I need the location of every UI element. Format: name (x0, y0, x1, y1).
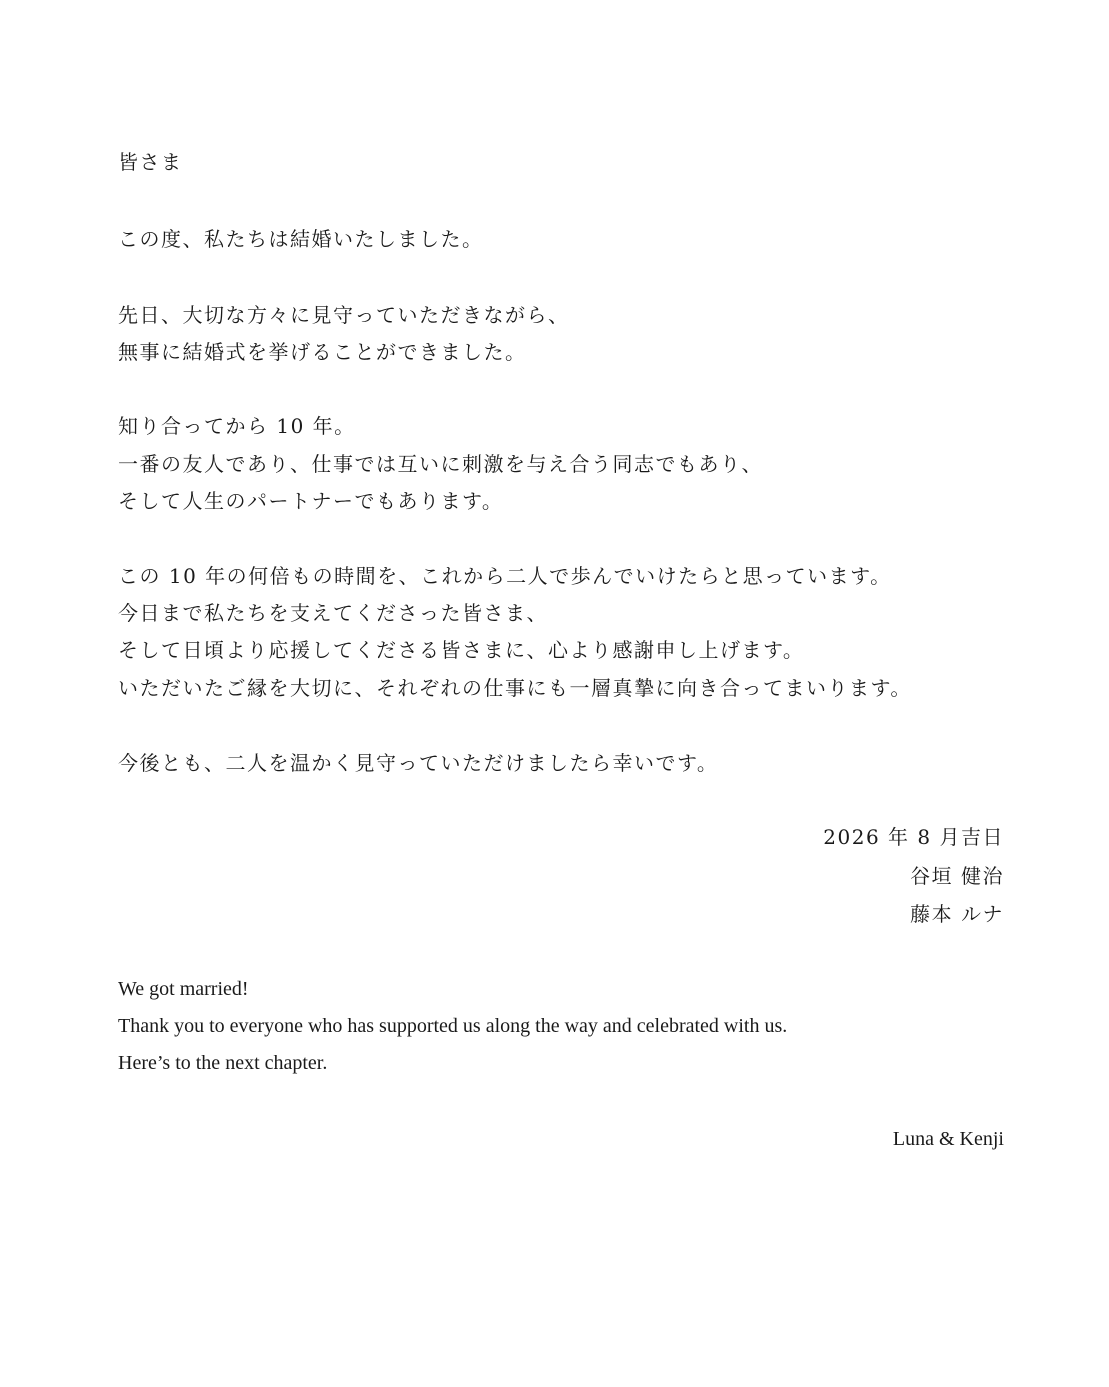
paragraph-4-line-4: いただいたご縁を大切に、それぞれの仕事にも一層真摯に向き合ってまいります。 (118, 676, 912, 700)
announcement-letter (118, 0, 1004, 1387)
paragraph-3-line-3: そして人生のパートナーでもあります。 (118, 489, 504, 513)
paragraph-3-line-1: 知り合ってから 10 年。 (118, 414, 356, 438)
paragraph-5-line-1: 今後とも、二人を温かく見守っていただけましたら幸いです。 (118, 751, 719, 775)
english-signature: Luna & Kenji (892, 1128, 1004, 1150)
paragraph-4-line-1: この 10 年の何倍もの時間を、これから二人で歩んでいけたらと思っています。 (118, 564, 892, 588)
paragraph-1-line-1: この度、私たちは結婚いたしました。 (118, 227, 484, 251)
signature-name-2: 藤本 ルナ (910, 902, 1004, 926)
signature-name-1: 谷垣 健治 (910, 864, 1004, 888)
paragraph-3-line-2: 一番の友人であり、仕事では互いに刺激を与え合う同志でもあり、 (118, 452, 763, 476)
english-line-3: Here’s to the next chapter. (118, 1052, 328, 1074)
salutation: 皆さま (118, 150, 183, 174)
signature-date: 2026 年 8 月吉日 (823, 825, 1004, 849)
paragraph-4-line-2: 今日まで私たちを支えてくださった皆さま、 (118, 601, 548, 625)
paragraph-4-line-3: そして日頃より応援してくださる皆さまに、心より感謝申し上げます。 (118, 638, 805, 662)
paragraph-2-line-2: 無事に結婚式を挙げることができました。 (118, 340, 527, 364)
english-line-1: We got married! (118, 978, 249, 1000)
english-line-2: Thank you to everyone who has supported us along the way and celebrated with us. (118, 1015, 788, 1037)
paragraph-2-line-1: 先日、大切な方々に見守っていただきながら、 (118, 303, 570, 327)
